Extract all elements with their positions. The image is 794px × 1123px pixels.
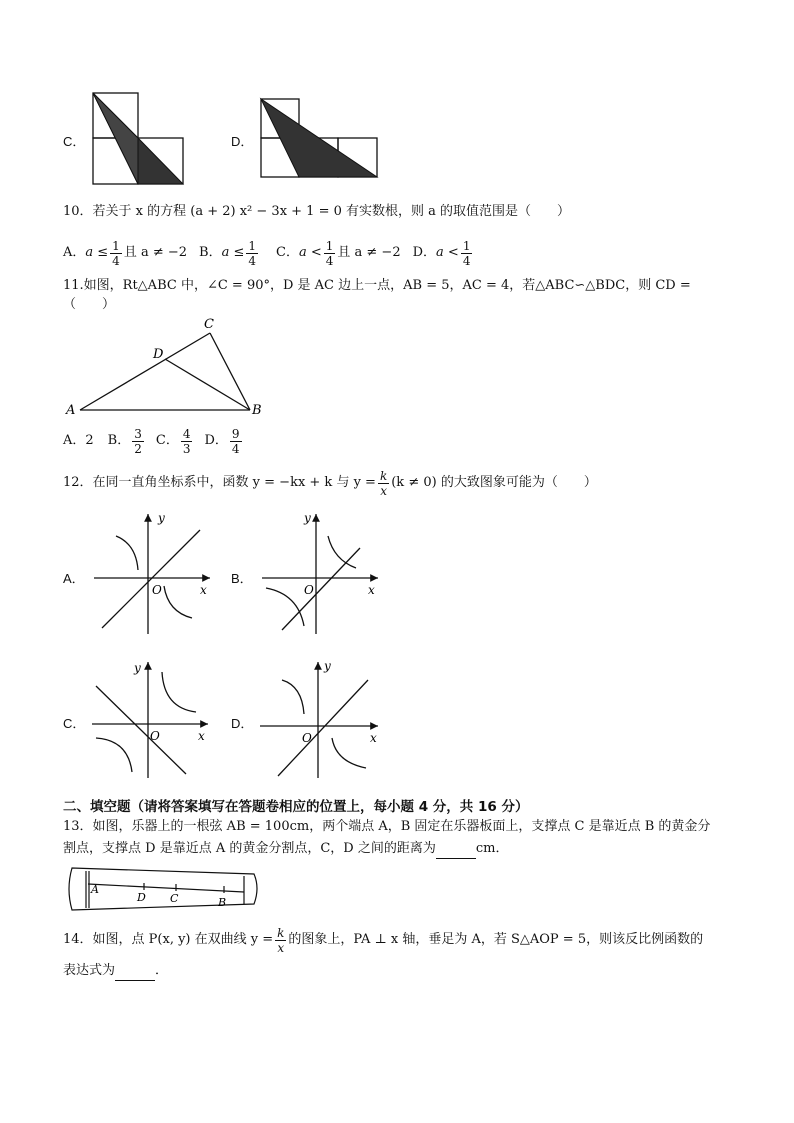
q12-option-a-label: A． (63, 571, 85, 586)
q12-option-b-graph (256, 508, 386, 638)
q12-c-axis-x: x (198, 729, 205, 743)
q13-label-a: A (91, 883, 99, 896)
q11-label-b: B (252, 403, 262, 418)
q10-option-c-pre: a < (298, 245, 322, 260)
q13-line2-post: cm． (475, 841, 509, 856)
q11-stem-line1: 11.如图，Rt△ABC 中，∠C = 90°，D 是 AC 边上一点，AB = 5，AC = 4，若△ABC∽△BDC，则 CD = (63, 278, 691, 293)
q12-b-axis-x: x (368, 583, 375, 597)
q13-line1: 13．如图，乐器上的一根弦 AB = 100cm，两个端点 A，B 固定在乐器板面上，支撑点 C 是靠近点 B 的黄金分 (63, 819, 711, 834)
q10-option-a-mid: 且 a ≠ −2 (123, 245, 188, 260)
q14-frac: $\frac{k}{x}$ (277, 925, 285, 955)
q12-d-axis-y: y (324, 659, 331, 673)
q10-option-b-label: B． (199, 245, 222, 260)
q10-option-d-frac: $\frac{1}{4}$ (462, 238, 471, 268)
q10-option-b-pre: a ≤ (221, 245, 245, 260)
q10-stem: 10．若关于 x 的方程 (a + 2) x² − 3x + 1 = 0 有实数根，则 a 的取值范围是（ ） (63, 204, 571, 219)
q12-option-c-label: C． (63, 716, 86, 731)
q13-line2 (63, 840, 508, 859)
q12-b-axis-y: y (304, 511, 311, 525)
q11-option-a: A．2 (63, 433, 94, 448)
q10-option-d-label: D． (412, 245, 437, 260)
q11-option-c-label: C． (155, 433, 179, 448)
q11-option-c-frac: $\frac{4}{3}$ (182, 426, 191, 456)
section2-title: 二、填空题（请将答案填写在答题卷相应的位置上，每小题 4 分，共 16 分） (63, 799, 529, 815)
q10-option-b-frac: $\frac{1}{4}$ (248, 238, 257, 268)
q12-stem-frac: $\frac{k}{x}$ (379, 468, 388, 498)
q10-option-a-pre: a ≤ (85, 245, 109, 260)
q11-option-b-frac: $\frac{3}{2}$ (134, 426, 142, 456)
q14-line1 (63, 920, 703, 960)
q14-answer-blank (115, 962, 155, 981)
q11-triangle-figure (60, 314, 280, 419)
q12-option-a-graph (88, 508, 218, 638)
q11-label-c: C (204, 317, 214, 332)
q12-c-axis-y: y (134, 661, 141, 675)
q12-a-axis-x: x (200, 583, 207, 597)
q9-option-c-label: C． (63, 134, 86, 149)
q12-c-origin: O (150, 729, 160, 743)
q9-option-d-label: D． (231, 134, 254, 149)
q13-answer-blank (436, 840, 476, 859)
q12-d-axis-x: x (370, 731, 377, 745)
q11-stem-line2: （ ） (63, 297, 116, 312)
q13-instrument-figure (64, 862, 262, 914)
q9-option-c-figure (90, 90, 185, 187)
q12-option-d-label: D． (231, 716, 254, 731)
q12-a-axis-y: y (158, 511, 165, 525)
q12-option-c-graph (88, 656, 218, 782)
q11-option-b-label: B． (107, 433, 131, 448)
q12-a-origin: O (152, 583, 162, 597)
q14-line2-post: ． (155, 963, 169, 978)
q10-option-d-pre: a < (436, 245, 459, 260)
q11-option-d-label: D． (204, 433, 228, 448)
q10-option-c-frac: $\frac{1}{4}$ (325, 238, 334, 268)
q11-label-d: D (153, 347, 164, 362)
q11-option-d-frac: $\frac{9}{4}$ (231, 426, 240, 456)
q10-option-c-label: C． (276, 245, 299, 260)
q14-line1-post: 的图象上，PA ⊥ x 轴，垂足为 A，若 S△AOP = 5，则该反比例函数的 (288, 932, 704, 947)
q9-option-d-figure (258, 96, 380, 180)
q12-d-origin: O (302, 731, 312, 745)
q10-options (63, 234, 474, 272)
q11-label-a: A (66, 403, 76, 418)
q12-option-b-label: B． (231, 571, 253, 586)
q12-stem (63, 463, 597, 503)
q13-line2-pre: 割点，支撑点 D 是靠近点 A 的黄金分割点，C，D 之间的距离为 (63, 841, 436, 856)
q14-line2-pre: 表达式为 (63, 963, 116, 978)
q12-stem-pre: 12．在同一直角坐标系中，函数 y = −kx + k 与 y = (63, 475, 376, 490)
q10-option-c-mid: 且 a ≠ −2 (337, 245, 401, 260)
q13-label-c: C (170, 892, 179, 905)
q10-option-a-label: A． (63, 245, 86, 260)
q10-option-a-frac: $\frac{1}{4}$ (112, 238, 120, 268)
q11-options (63, 421, 244, 461)
q12-b-origin: O (304, 583, 314, 597)
q12-stem-post: (k ≠ 0) 的大致图象可能为（ ） (391, 475, 597, 490)
q14-line2 (63, 962, 168, 981)
q14-line1-pre: 14．如图，点 P(x, y) 在双曲线 y = (63, 932, 274, 947)
q12-option-d-graph (256, 656, 386, 782)
q13-label-d: D (137, 891, 146, 904)
q13-label-b: B (218, 896, 227, 909)
